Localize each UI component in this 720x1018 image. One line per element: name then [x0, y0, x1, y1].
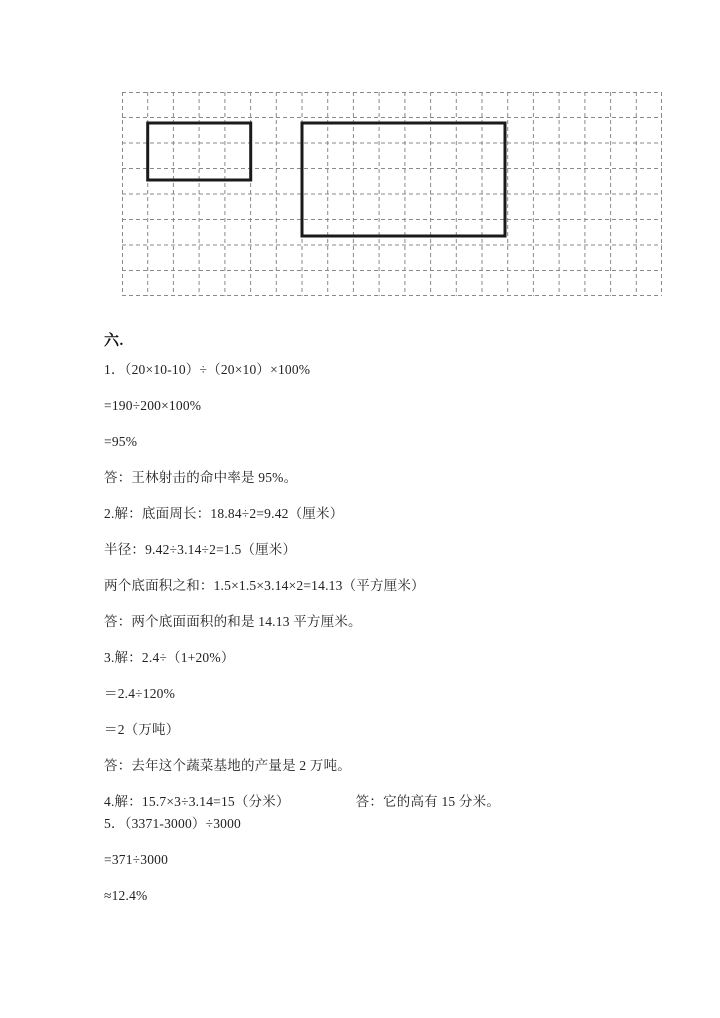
grid-svg	[122, 92, 662, 296]
answer-line: ＝2.4÷120%	[104, 686, 176, 701]
answer-line: 5．（3371-3000）÷3000	[104, 816, 242, 831]
answer-line: 2.解：底面周长：18.84÷2=9.42（厘米）	[104, 506, 344, 521]
answer-line: =190÷200×100%	[104, 398, 202, 413]
answer-line: 半径：9.42÷3.14÷2=1.5（厘米）	[104, 542, 297, 557]
answer-line: =371÷3000	[104, 852, 169, 867]
answer-line: =95%	[104, 434, 138, 449]
answer-line-four-solution: 4.解：15.7×3÷3.14=15（分米）	[104, 794, 290, 809]
answer-line: 答：王林射击的命中率是 95%。	[104, 470, 298, 485]
answer-line-four	[104, 792, 664, 814]
section-heading: 六.	[104, 333, 124, 349]
answer-line: 1．（20×10-10）÷（20×10）×100%	[104, 362, 311, 377]
answer-line: ＝2（万吨）	[104, 722, 180, 737]
answer-line: 答：两个底面面积的和是 14.13 平方厘米。	[104, 614, 362, 629]
answer-line: ≈12.4%	[104, 888, 148, 903]
answer-body	[104, 330, 664, 922]
grid-figure	[122, 92, 662, 296]
answer-line: 答：去年这个蔬菜基地的产量是 2 万吨。	[104, 758, 351, 773]
answer-line: 两个底面积之和：1.5×1.5×3.14×2=14.13（平方厘米）	[104, 578, 425, 593]
answer-line-four-answer: 答：它的高有 15 分米。	[355, 794, 501, 809]
answer-line: 3.解：2.4÷（1+20%）	[104, 650, 235, 665]
